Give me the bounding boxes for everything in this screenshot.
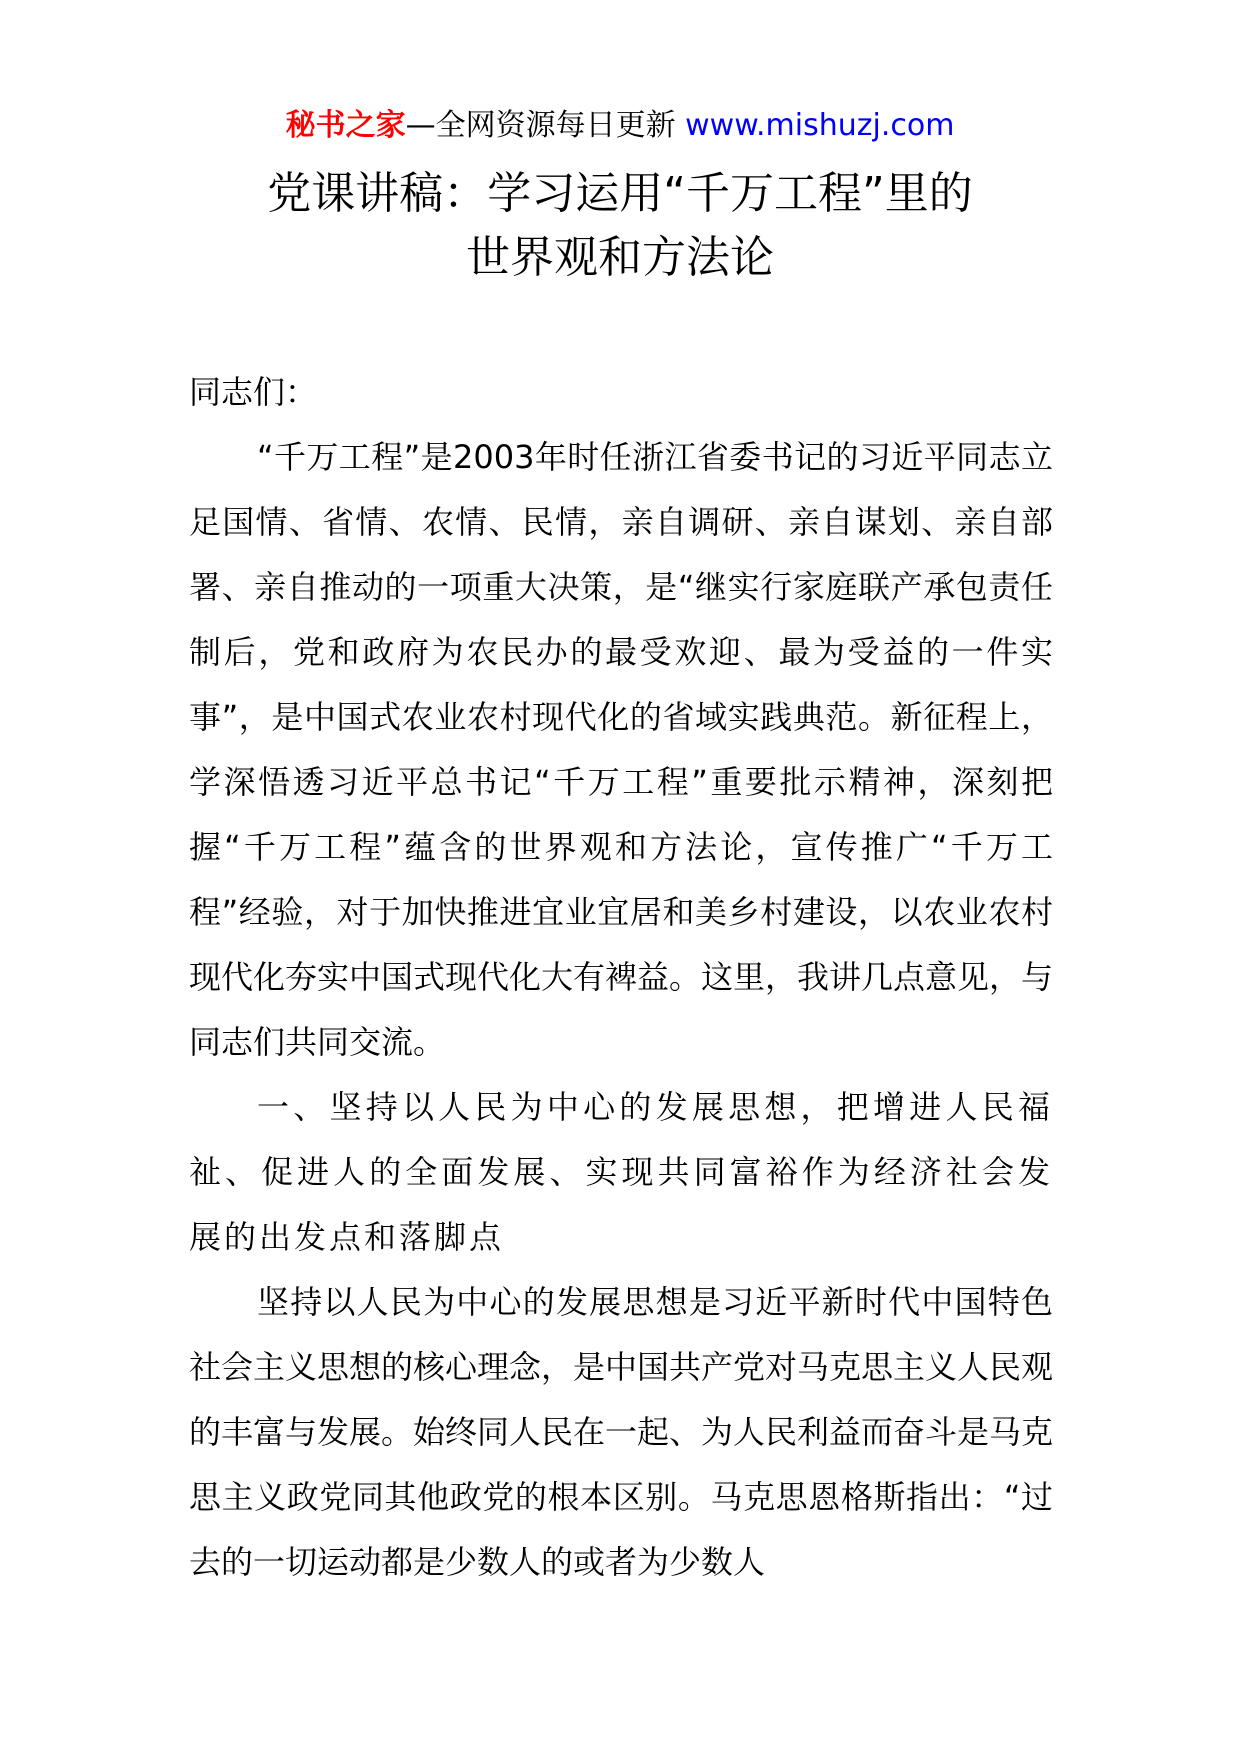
paragraph: 坚持以人民为中心的发展思想是习近平新时代中国特色社会主义思想的核心理念，是中国共产党对马克思主义人民观的丰富与发展。始终同人民在一起、为人民利益而奋斗是马克思主义政党同其他政党的根本区别。马克思恩格斯指出：“过去的一切运动都是少数人的或者为少数人 xyxy=(189,1283,1054,1581)
site-brand: 秘书之家 xyxy=(285,108,406,143)
document-body xyxy=(189,360,1053,1595)
document-title xyxy=(0,162,1240,290)
paragraph: “千万工程”是2003年时任浙江省委书记的习近平同志立足国情、省情、农情、民情，亲自调研、亲自谋划、亲自部署、亲自推动的一项重大决策，是“继实行家庭联产承包责任制后，党和政府为农民办的最受欢迎、最为受益的一件实事”，是中国式农业农村现代化的省域实践典范。新征程上，学深悟透习近平总书记“千万工程”重要批示精神，深刻把握“千万工程”蕴含的世界观和方法论，宣传推广“千万工程”经验，对于加快推进宜业宜居和美乡村建设，以农业农村现代化夯实中国式现代化大有裨益。这里，我讲几点意见，与同志们共同交流。 xyxy=(189,438,1054,1061)
title-line-1: 党课讲稿：学习运用“千万工程”里的 xyxy=(267,168,973,219)
site-header xyxy=(0,104,1240,148)
section-heading: 一、坚持以人民为中心的发展思想，把增进人民福祉、促进人的全面发展、实现共同富裕作为经济社会发展的出发点和落脚点 xyxy=(189,1088,1053,1256)
title-line-2: 世界观和方法论 xyxy=(466,232,774,283)
salutation: 同志们： xyxy=(189,373,318,411)
site-url-link[interactable]: www.mishuzj.com xyxy=(685,108,955,143)
site-tagline: —全网资源每日更新 xyxy=(405,108,676,143)
